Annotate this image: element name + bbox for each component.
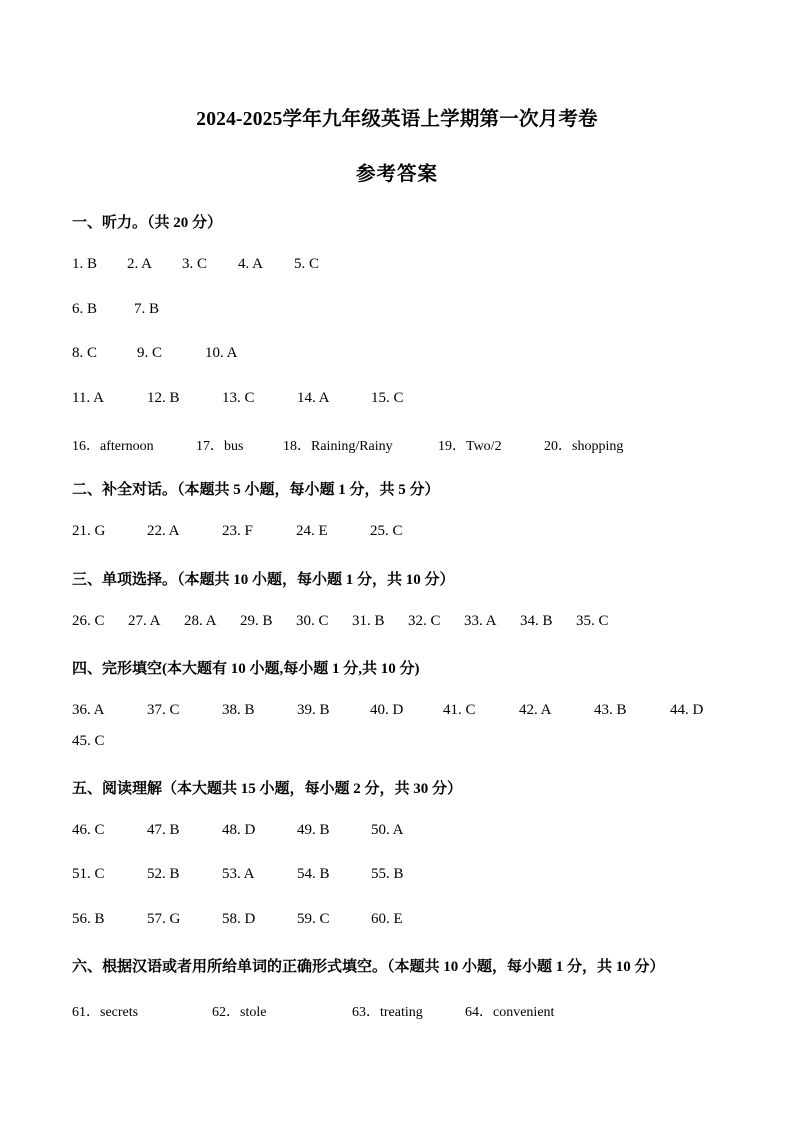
answer-item: 33. A xyxy=(464,613,497,629)
answer-item: 13. C xyxy=(222,390,255,406)
answer-item: 59. C xyxy=(297,911,330,927)
answer-item: 18．Raining/Rainy xyxy=(283,439,393,454)
answer-item: 6. B xyxy=(72,301,98,317)
answer-row xyxy=(72,702,703,719)
answer-item: 26. C xyxy=(72,613,105,629)
answer-item: 30. C xyxy=(296,613,329,629)
answer-item: 40. D xyxy=(370,702,404,718)
answer-item: 27. A xyxy=(128,613,161,629)
answer-item: 15. C xyxy=(371,390,404,406)
answer-item: 53. A xyxy=(222,866,255,882)
answer-item: 16．afternoon xyxy=(72,439,154,454)
answer-item: 38. B xyxy=(222,702,255,718)
answer-item: 5. C xyxy=(294,256,320,272)
answer-item: 54. B xyxy=(297,866,330,882)
answer-row xyxy=(72,613,609,630)
section-heading-reading: 五、阅读理解（本大题共 15 小题，每小题 2 分，共 30 分） xyxy=(72,781,463,797)
answer-row xyxy=(72,301,159,318)
answer-item: 45. C xyxy=(72,733,105,749)
section-heading-dialogue: 二、补全对话。（本题共 5 小题，每小题 1 分，共 5 分） xyxy=(72,482,440,498)
answer-item: 47. B xyxy=(147,822,180,838)
answer-item: 48. D xyxy=(222,822,256,838)
answer-item: 58. D xyxy=(222,911,256,927)
section-heading-single-choice: 三、单项选择。（本题共 10 小题，每小题 1 分，共 10 分） xyxy=(72,572,455,588)
answer-item: 24. E xyxy=(296,523,328,539)
answer-item: 46. C xyxy=(72,822,105,838)
section-heading-cloze: 四、完形填空(本大题有 10 小题,每小题 1 分,共 10 分) xyxy=(72,661,420,677)
answer-row xyxy=(72,866,404,883)
answer-row xyxy=(72,822,404,839)
answer-item: 32. C xyxy=(408,613,441,629)
answer-item: 36. A xyxy=(72,702,105,718)
answer-item: 28. A xyxy=(184,613,217,629)
answer-row xyxy=(72,435,623,455)
answer-item: 25. C xyxy=(370,523,403,539)
answer-item: 14. A xyxy=(297,390,330,406)
answer-item: 52. B xyxy=(147,866,180,882)
answer-item: 20．shopping xyxy=(544,439,624,454)
answer-item: 64．convenient xyxy=(465,1005,555,1020)
answer-item: 35. C xyxy=(576,613,609,629)
answer-item: 63．treating xyxy=(352,1005,423,1020)
page-title: 2024-2025学年九年级英语上学期第一次月考卷 xyxy=(196,109,598,130)
answer-item: 56. B xyxy=(72,911,105,927)
answer-item: 4. A xyxy=(238,256,264,272)
answer-item: 21. G xyxy=(72,523,106,539)
answer-item: 37. C xyxy=(147,702,180,718)
answer-item: 3. C xyxy=(182,256,208,272)
answer-item: 34. B xyxy=(520,613,553,629)
answer-item: 44. D xyxy=(670,702,704,718)
answer-item: 51. C xyxy=(72,866,105,882)
answer-row xyxy=(72,911,403,928)
answer-row xyxy=(72,256,319,273)
answer-item: 42. A xyxy=(519,702,552,718)
answer-row xyxy=(72,1001,554,1021)
answer-row xyxy=(72,390,404,407)
answer-item: 2. A xyxy=(127,256,153,272)
answer-item: 12. B xyxy=(147,390,180,406)
page-subtitle: 参考答案 xyxy=(355,164,438,185)
answer-item: 41. C xyxy=(443,702,476,718)
answer-item: 19．Two/2 xyxy=(438,439,502,454)
answer-item: 50. A xyxy=(371,822,404,838)
answer-item: 57. G xyxy=(147,911,181,927)
answer-item: 31. B xyxy=(352,613,385,629)
answer-item: 49. B xyxy=(297,822,330,838)
answer-item: 22. A xyxy=(147,523,180,539)
answer-item: 1. B xyxy=(72,256,98,272)
answer-item: 29. B xyxy=(240,613,273,629)
answer-item: 55. B xyxy=(371,866,404,882)
answer-item: 8. C xyxy=(72,345,98,361)
answer-item: 11. A xyxy=(72,390,104,406)
answer-item: 7. B xyxy=(134,301,160,317)
section-heading-listening: 一、听力。（共 20 分） xyxy=(72,215,223,231)
answer-item: 10. A xyxy=(205,345,238,361)
answer-row xyxy=(72,345,238,362)
answer-item: 61．secrets xyxy=(72,1005,139,1020)
answer-item: 43. B xyxy=(594,702,627,718)
answer-item: 60. E xyxy=(371,911,403,927)
answer-row xyxy=(72,523,403,540)
section-heading-fill-in: 六、根据汉语或者用所给单词的正确形式填空。（本题共 10 小题，每小题 1 分，共 10 分） xyxy=(72,959,665,975)
answer-item: 17．bus xyxy=(196,439,244,454)
answer-row xyxy=(72,733,105,750)
answer-item: 62．stole xyxy=(212,1005,267,1020)
answer-item: 9. C xyxy=(137,345,163,361)
answer-item: 23. F xyxy=(222,523,253,539)
answer-item: 39. B xyxy=(297,702,330,718)
